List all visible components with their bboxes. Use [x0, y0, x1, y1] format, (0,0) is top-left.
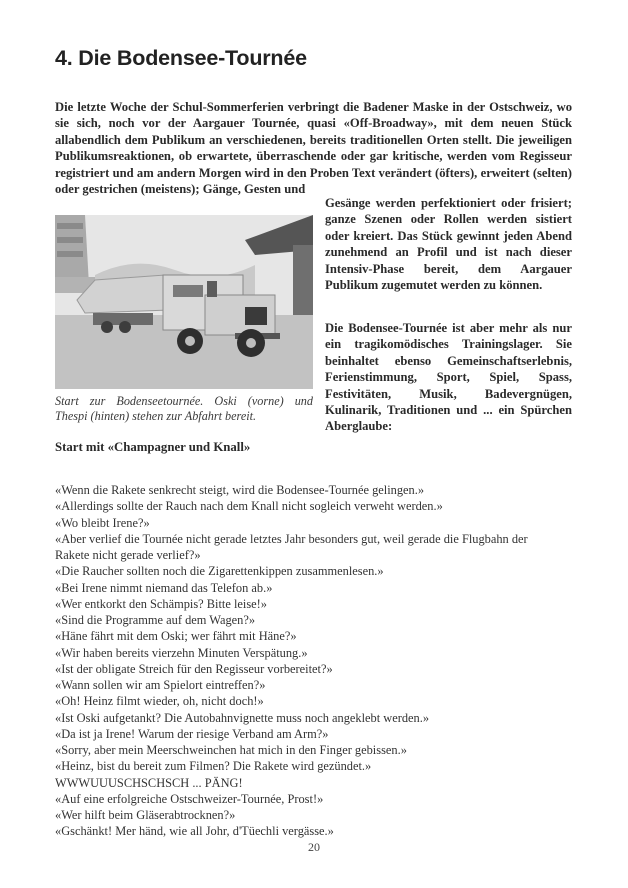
- quote-line: «Da ist ja Irene! Warum der riesige Verband am Arm?»: [55, 726, 329, 741]
- quote-line: «Häne fährt mit dem Oski; wer fährt mit Häne?»: [55, 629, 297, 644]
- intro-text: Die letzte Woche der Schul-Sommerferien verbringt die Badener Maske in der Ostschweiz, wo sie sich, noch vor der Aargauer Tournée, quasi «Off-Broadway», mit dem neuen Stück allabendlich dem Publikum an verschiedenen, bereits traditionellen Orten stellt. Die jeweiligen Publikumsreaktionen, ob erwartete, überraschende oder gar kritische, werden vom Regisseur registriert und am andern Morgen wird in den Proben Text verändert (öfters), erweitert (selten) oder gestrichen (meistens); Gänge, Gesten und: [55, 100, 572, 197]
- quote-line: «Gschänkt! Mer händ, wie all Johr, d'Tüechli vergässe.»: [55, 824, 334, 839]
- quote-line: WWWUUUSCHSCHSCH ... PÄNG!: [55, 775, 243, 790]
- quote-line: Rakete nicht gerade verlief?»: [55, 548, 201, 562]
- quote-line: «Sorry, aber mein Meerschweinchen hat mich in den Finger gebissen.»: [55, 743, 407, 757]
- quote-line: «Ist Oski aufgetankt? Die Autobahnvignette muss noch angeklebt werden.»: [55, 710, 430, 725]
- quote-line: «Die Raucher sollten noch die Zigarettenkippen zusammenlesen.»: [55, 564, 384, 579]
- quote-line: «Heinz, bist du bereit zum Filmen? Die Rakete wird gezündet.»: [55, 759, 372, 774]
- photo-illustration: [55, 215, 313, 389]
- quote-line: «Wir haben bereits vierzehn Minuten Verspätung.»: [55, 645, 308, 660]
- quote-line: «Allerdings sollte der Rauch nach dem Knall nicht sogleich verweht werden.»: [55, 499, 443, 514]
- photo-land-rover-trailer: [55, 215, 313, 389]
- quote-line: «Ist der obligate Streich für den Regisseur vorbereitet?»: [55, 661, 333, 676]
- section-subheading: Start mit «Champagner und Knall»: [55, 440, 251, 454]
- quote-line: «Wer hilft beim Gläserabtrocknen?»: [55, 808, 236, 822]
- caption-line-2: Thespi (hinten) stehen zur Abfahrt bereit.: [55, 408, 257, 423]
- page-title: 4. Die Bodensee-Tournée: [55, 46, 307, 70]
- intro-paragraph: [55, 99, 572, 197]
- side-paragraph-1: Gesänge werden perfektioniert oder frisiert; ganze Szenen oder Rollen werden sistiert oder kreiert. Das Stück gewinnt jeden Abend zunehmend an Profil und ist nach dieser Intensiv-Phase bereit, dem Aargauer Publikum zugemutet werden zu können.: [325, 196, 572, 293]
- quote-line: «Auf eine erfolgreiche Ostschweizer-Tournée, Prost!»: [55, 791, 324, 806]
- quote-line: «Aber verlief die Tournée nicht gerade letztes Jahr besonders gut, weil gerade die Flugbahn der: [55, 531, 528, 546]
- caption-line-1: Start zur Bodenseetournée. Oski (vorne) und: [55, 394, 313, 408]
- quote-line: «Wann sollen wir am Spielort eintreffen?»: [55, 678, 266, 692]
- page-number: 20: [308, 840, 320, 854]
- photo-caption: [55, 394, 313, 423]
- side-paragraph-2: Die Bodensee-Tournée ist aber mehr als nur ein tragikomödisches Trainingslager. Sie beinhaltet ebenso Gemeinschaftserlebnis, Ferienstimmung, Sport, Spiel, Spass, Festivitäten, Musik, Badevergnügen, Kulinarik, Traditionen und ... ein Spürchen Aberglaube:: [325, 321, 572, 434]
- quote-list: [55, 482, 575, 840]
- quote-line: «Oh! Heinz filmt wieder, oh, nicht doch!»: [55, 694, 264, 709]
- quote-line: «Wo bleibt Irene?»: [55, 515, 150, 530]
- quote-line: «Sind die Programme auf dem Wagen?»: [55, 613, 256, 627]
- quote-line: «Wer entkorkt den Schämpis? Bitte leise!»: [55, 596, 267, 611]
- quote-line: «Wenn die Rakete senkrecht steigt, wird die Bodensee-Tournée gelingen.»: [55, 483, 425, 497]
- quote-line: «Bei Irene nimmt niemand das Telefon ab.»: [55, 580, 273, 595]
